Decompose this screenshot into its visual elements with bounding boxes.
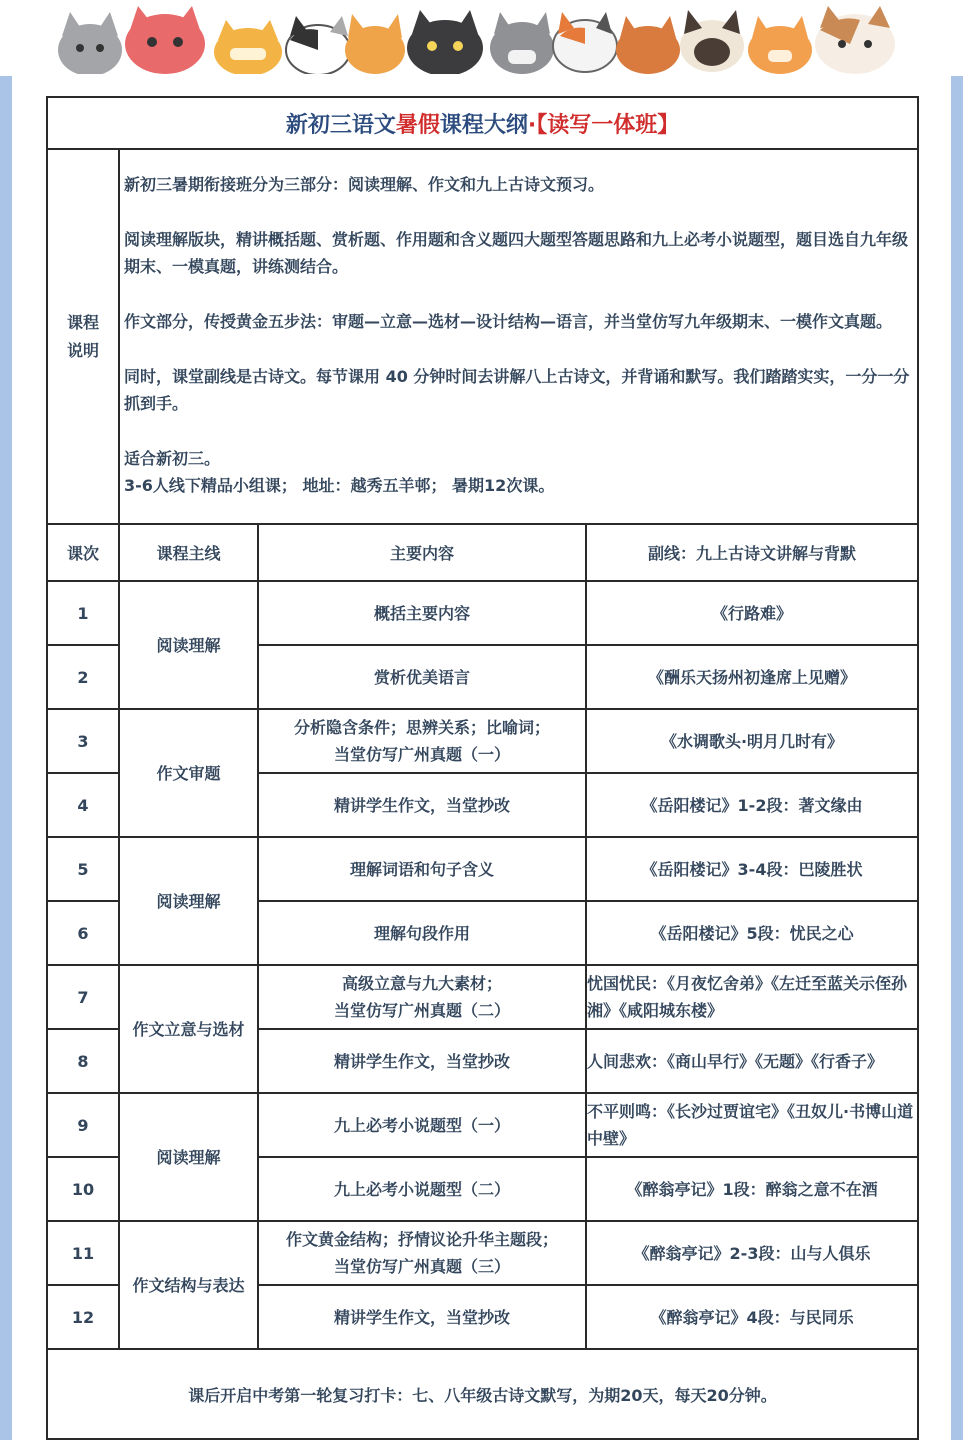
lesson-content bbox=[258, 709, 586, 773]
intro-paragraph: 同时，课堂副线是古诗文。每节课用 40 分钟时间去讲解八上古诗文，并背诵和默写。我们踏踏实实，一分一分抓到手。 bbox=[124, 366, 910, 413]
mainline-cell: 作文结构与表达 bbox=[119, 1221, 258, 1349]
lesson-sideline: 《岳阳楼记》5段：忧民之心 bbox=[586, 901, 918, 965]
lesson-number: 12 bbox=[47, 1285, 119, 1349]
lesson-number: 8 bbox=[47, 1029, 119, 1093]
lesson-content-line: 分析隐含条件；思辨关系；比喻词； bbox=[293, 718, 550, 737]
table-row bbox=[47, 581, 918, 645]
lesson-content-line: 作文黄金结构；抒情议论升华主题段； bbox=[285, 1230, 558, 1249]
lesson-content: 精讲学生作文，当堂抄改 bbox=[258, 773, 586, 837]
lesson-sideline: 不平则鸣：《长沙过贾谊宅》《丑奴儿·书博山道中壁》 bbox=[586, 1093, 918, 1157]
mainline-cell: 阅读理解 bbox=[119, 581, 258, 709]
lesson-number: 10 bbox=[47, 1157, 119, 1221]
lesson-sideline: 《醉翁亭记》2-3段：山与人俱乐 bbox=[586, 1221, 918, 1285]
lesson-sideline: 《醉翁亭记》1段：醉翁之意不在酒 bbox=[586, 1157, 918, 1221]
lesson-sideline: 《岳阳楼记》1-2段：著文缘由 bbox=[586, 773, 918, 837]
table-row bbox=[47, 837, 918, 901]
lesson-content bbox=[258, 1221, 586, 1285]
intro-audience: 适合新初三。 bbox=[124, 448, 221, 468]
table-row bbox=[47, 1221, 918, 1285]
intro-paragraph: 阅读理解版块，精讲概括题、赏析题、作用题和含义题四大题型答题思路和九上必考小说题型，题目选自九年级期末、一模真题，讲练测结合。 bbox=[124, 229, 909, 276]
table-row bbox=[47, 1093, 918, 1157]
lesson-sideline: 《水调歌头·明月几时有》 bbox=[586, 709, 918, 773]
lesson-sideline: 人间悲欢：《商山早行》《无题》《行香子》 bbox=[586, 1029, 918, 1093]
lesson-number: 3 bbox=[47, 709, 119, 773]
intro-label bbox=[47, 149, 119, 524]
lesson-number: 6 bbox=[47, 901, 119, 965]
lesson-number: 9 bbox=[47, 1093, 119, 1157]
lesson-number: 5 bbox=[47, 837, 119, 901]
intro-label-text: 课程说明 bbox=[66, 312, 99, 360]
cat-illustration-icon bbox=[553, 12, 617, 72]
course-outline-table bbox=[46, 96, 919, 1440]
lesson-content-line: 当堂仿写广州真题（二） bbox=[333, 1001, 510, 1020]
header-mainline: 课程主线 bbox=[119, 524, 258, 581]
lesson-content: 九上必考小说题型（二） bbox=[258, 1157, 586, 1221]
lesson-number: 11 bbox=[47, 1221, 119, 1285]
title-part-4: ·【读写一体班】 bbox=[527, 112, 680, 138]
cat-banner bbox=[0, 0, 963, 76]
page-title bbox=[47, 97, 918, 149]
lesson-content: 理解词语和句子含义 bbox=[258, 837, 586, 901]
intro-paragraph: 作文部分，传授黄金五步法：审题—立意—选材—设计结构—语言，并当堂仿写九年级期末、一模作文真题。 bbox=[124, 311, 893, 331]
cat-illustration-icon bbox=[748, 16, 812, 74]
intro-paragraph: 新初三暑期衔接班分为三部分：阅读理解、作文和九上古诗文预习。 bbox=[124, 174, 605, 194]
cat-illustration-icon bbox=[616, 16, 680, 74]
cat-illustration-icon bbox=[214, 20, 282, 76]
lesson-content: 理解句段作用 bbox=[258, 901, 586, 965]
cat-illustration-icon bbox=[125, 6, 205, 74]
footer-note: 课后开启中考第一轮复习打卡：七、八年级古诗文默写，为期20天，每天20分钟。 bbox=[47, 1349, 918, 1439]
table-row bbox=[47, 965, 918, 1029]
lesson-sideline: 《醉翁亭记》4段：与民同乐 bbox=[586, 1285, 918, 1349]
title-part-1: 新初三语文 bbox=[285, 112, 396, 138]
lesson-content: 赏析优美语言 bbox=[258, 645, 586, 709]
lesson-content-line: 当堂仿写广州真题（三） bbox=[333, 1257, 510, 1276]
table-row bbox=[47, 709, 918, 773]
title-part-2: 暑假 bbox=[395, 112, 440, 138]
cat-illustration-icon bbox=[407, 10, 483, 76]
lesson-number: 1 bbox=[47, 581, 119, 645]
intro-logistics: 3-6人线下精品小组课； 地址：越秀五羊邨； 暑期12次课。 bbox=[124, 475, 555, 495]
lesson-content: 精讲学生作文，当堂抄改 bbox=[258, 1285, 586, 1349]
lesson-content: 九上必考小说题型（一） bbox=[258, 1093, 586, 1157]
mainline-cell: 作文立意与选材 bbox=[119, 965, 258, 1093]
mainline-cell: 阅读理解 bbox=[119, 1093, 258, 1221]
cat-illustration-icon bbox=[680, 10, 744, 72]
lesson-sideline: 忧国忧民：《月夜忆舍弟》《左迁至蓝关示侄孙湘》《咸阳城东楼》 bbox=[586, 965, 918, 1029]
header-sideline: 副线：九上古诗文讲解与背默 bbox=[586, 524, 918, 581]
cat-illustration-icon bbox=[58, 12, 122, 76]
lesson-content: 精讲学生作文，当堂抄改 bbox=[258, 1029, 586, 1093]
lesson-sideline: 《酬乐天扬州初逢席上见赠》 bbox=[586, 645, 918, 709]
cat-illustration-icon bbox=[490, 12, 554, 74]
mainline-cell: 阅读理解 bbox=[119, 837, 258, 965]
lesson-number: 7 bbox=[47, 965, 119, 1029]
lesson-number: 2 bbox=[47, 645, 119, 709]
course-description bbox=[119, 149, 918, 524]
lesson-content-line: 当堂仿写广州真题（一） bbox=[333, 745, 510, 764]
mainline-cell: 作文审题 bbox=[119, 709, 258, 837]
lesson-content bbox=[258, 965, 586, 1029]
cat-illustration-icon bbox=[286, 16, 350, 75]
lesson-number: 4 bbox=[47, 773, 119, 837]
header-content: 主要内容 bbox=[258, 524, 586, 581]
lesson-content: 概括主要内容 bbox=[258, 581, 586, 645]
lesson-sideline: 《岳阳楼记》3-4段：巴陵胜状 bbox=[586, 837, 918, 901]
cat-illustration-icon bbox=[345, 14, 405, 74]
title-part-3: 课程大纲 bbox=[439, 112, 528, 138]
header-lesson: 课次 bbox=[47, 524, 119, 581]
lesson-content-line: 高级立意与九大素材； bbox=[341, 974, 502, 993]
cat-illustration-icon bbox=[815, 6, 895, 74]
lesson-sideline: 《行路难》 bbox=[586, 581, 918, 645]
